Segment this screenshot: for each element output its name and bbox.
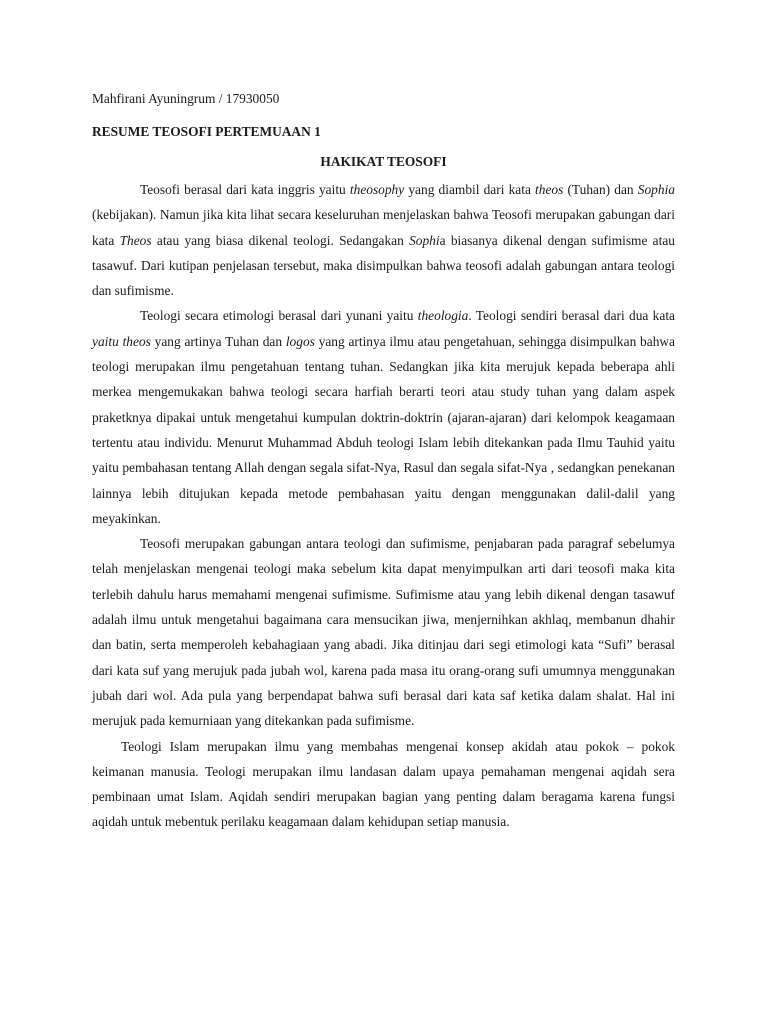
text-run: (Tuhan) dan: [563, 182, 638, 197]
italic-term: logos: [285, 333, 315, 349]
italic-term: Sophia: [637, 182, 675, 197]
paragraph-2: [92, 303, 675, 531]
text-run: yang artinya Tuhan dan: [150, 333, 286, 349]
italic-term: yaitu theos: [92, 333, 151, 349]
text-run: yang diambil dari kata: [404, 182, 536, 197]
paragraph-1: [92, 177, 675, 303]
text-run: Teosofi berasal dari kata inggris yaitu: [140, 182, 350, 197]
text-run: Teosofi merupakan gabungan antara teologi dan sufimisme, penjabaran pada paragraf sebelumya telah menjelaskan mengenai teologi maka sebelum kita dapat menyimpulkan arti dari teosofi maka kita terlebih dahulu harus memahami mengenai sufimisme. Sufimisme atau yang lebih dikenal dengan tasawuf adalah ilmu untuk mengetahui bagaimana cara mensucikan jiwa, menjernihkan akhlaq, membanun dhahir dan batin, serta memperoleh kebahagiaan yang abadi. Jika ditinjau dari segi etimologi kata “Sufi” berasal dari kata suf yang merujuk pada jubah wol, karena pada masa itu orang-orang sufi umumnya menggunakan jubah dari wol. Ada pula yang berpendapat bahwa sufi berasal dari kata saf ketika dalam shalat. Hal ini merujuk pada kemurniaan yang ditekankan pada sufimisme.: [92, 536, 675, 729]
text-run: . Teologi sendiri berasal dari dua kata: [468, 308, 675, 324]
text-run: Teologi secara etimologi berasal dari yunani yaitu: [140, 308, 418, 324]
text-run: yang artinya ilmu atau pengetahuan, sehingga disimpulkan bahwa teologi merupakan ilmu pengetahuan tentang tuhan. Sedangkan jika kita merujuk kepada beberapa ahli merkea mengemukakan bahwa teologi secara harfiah berarti teori atau study tuhan yang dalam aspek praketknya dipakai untuk mengetahui kumpulan doktrin-doktrin (ajaran-ajaran) dari kelompok keagamaan tertentu atau individu. Menurut Muhammad Abduh teologi Islam lebih ditekankan pada Ilmu Tauhid yaitu yaitu pembahasan tentang Allah dengan segala sifat-Nya, Rasul dan segala sifat-Nya , sedangkan penekanan lainnya lebih ditujukan kepada metode pembahasan yaitu dengan menggunakan dalil-dalil yang meyakinkan.: [92, 333, 675, 526]
section-heading: HAKIKAT TEOSOFI: [320, 154, 447, 169]
text-run: atau yang biasa dikenal teologi. Sedangakan: [151, 232, 410, 248]
document-title: RESUME TEOSOFI PERTEMUAAN 1: [92, 124, 321, 139]
text-run: a biasanya dikenal dengan sufimisme atau tasawuf. Dari kutipan penjelasan tersebut, maka disimpulkan bahwa teosofi adalah gabungan antara teologi dan sufimisme.: [92, 232, 675, 299]
italic-term: Theos: [119, 232, 152, 248]
italic-term: theologia: [417, 308, 469, 324]
italic-term: Sophi: [409, 232, 440, 248]
paragraph-4: [92, 734, 675, 835]
italic-term: theos: [535, 182, 564, 197]
text-run: Teologi Islam merupakan ilmu yang membahas mengenai konsep akidah atau pokok – pokok keimanan manusia. Teologi merupakan ilmu landasan dalam upaya pemahaman mengenai aqidah sera pembinaan umat Islam. Aqidah sendiri merupakan bagian yang penting dalam beragama karena fungsi aqidah untuk mebentuk perilaku keagamaan dalam kehidupan setiap manusia.: [92, 738, 675, 830]
document-page: [92, 86, 675, 835]
paragraph-3: [92, 531, 675, 733]
author-line: Mahfirani Ayuningrum / 17930050: [92, 91, 280, 106]
italic-term: theosophy: [349, 182, 405, 197]
text-run: (kebijakan). Namun jika kita lihat secara keseluruhan menjelaskan bahwa Teosofi merupakan gabungan dari kata: [92, 207, 675, 248]
